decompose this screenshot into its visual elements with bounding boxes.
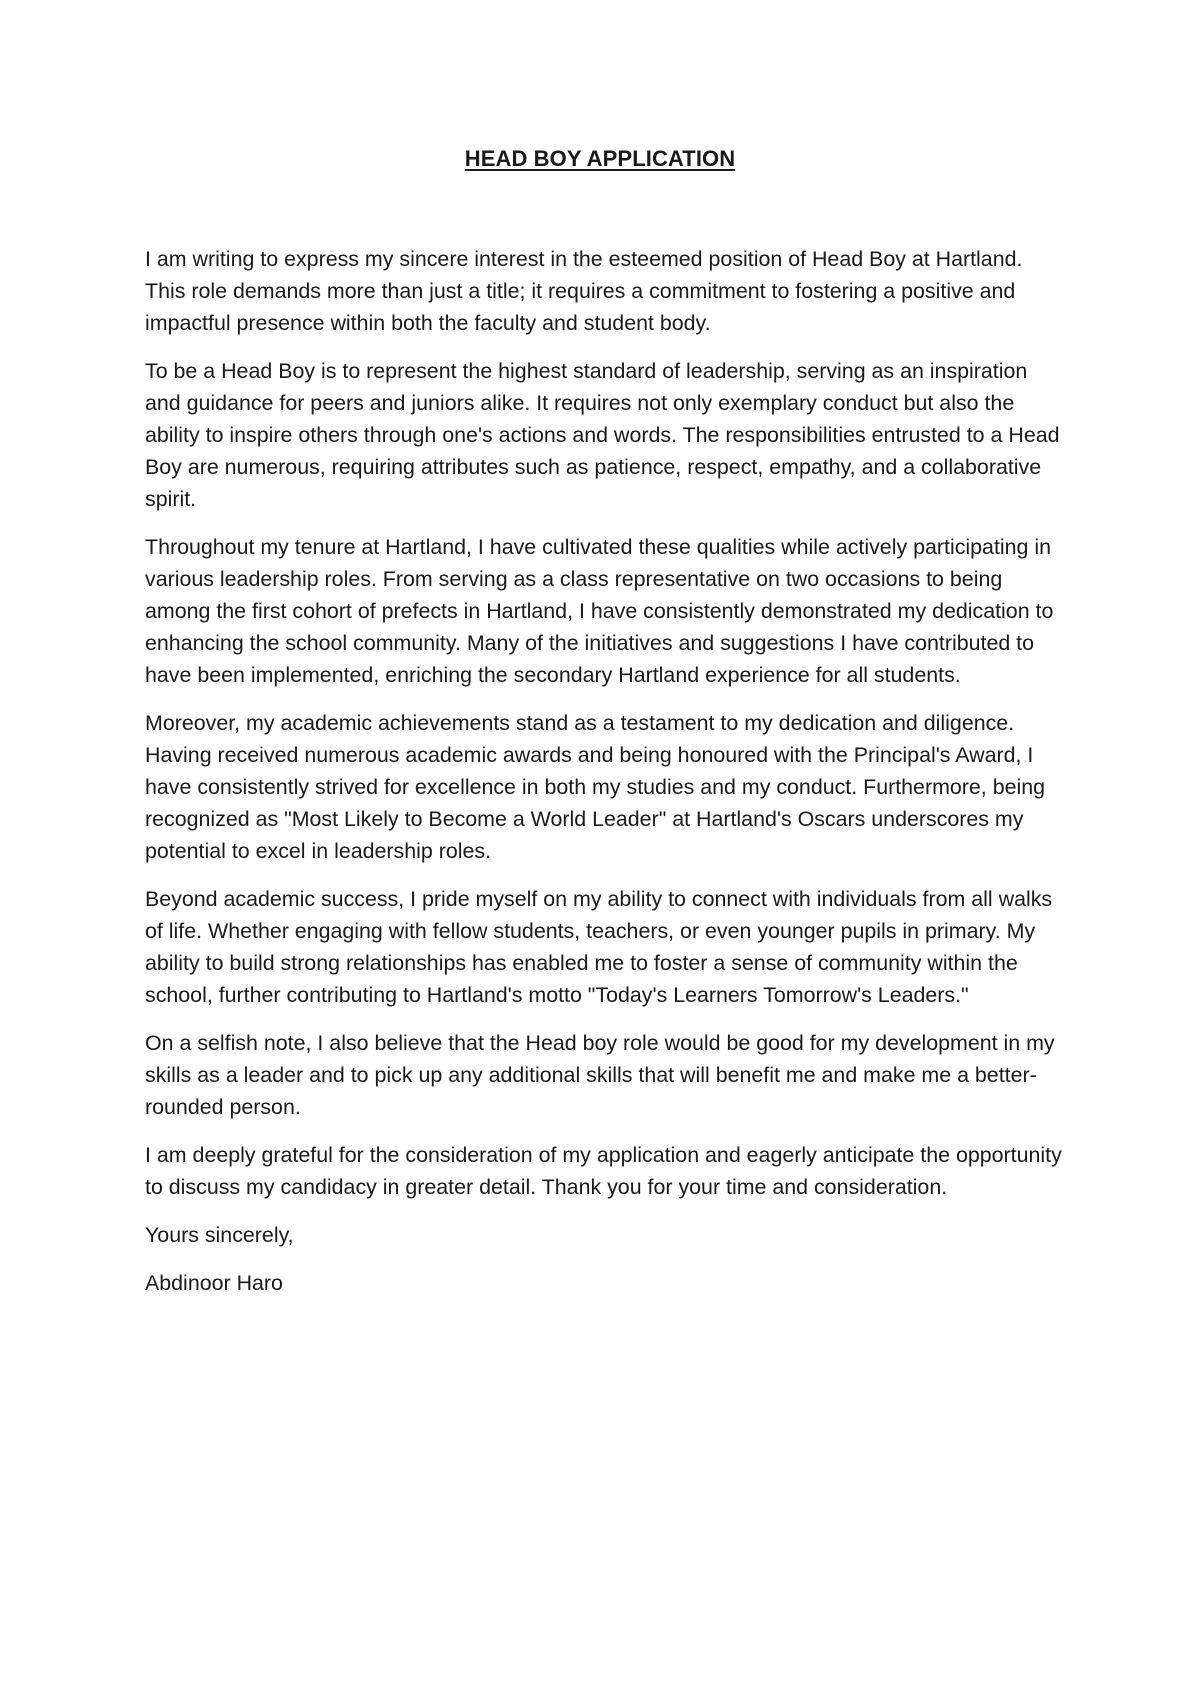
- paragraph-role-description: To be a Head Boy is to represent the highest standard of leadership, serving as an inspiration and guidance for peers and juniors alike. It requires not only exemplary conduct but also the ability to inspire others through one's actions and words. The responsibilities entrusted to a Head Boy are numerous, requiring attributes such as patience, respect, empathy, and a collaborative spirit.: [145, 359, 1060, 511]
- paragraph-gratitude: I am deeply grateful for the consideration of my application and eagerly anticipate the opportunity to discuss my candidacy in greater detail. Thank you for your time and consideration.: [145, 1143, 1062, 1199]
- document-title: HEAD BOY APPLICATION: [464, 146, 736, 171]
- paragraph-personal-development: On a selfish note, I also believe that the Head boy role would be good for my development in my skills as a leader and to pick up any additional skills that will benefit me and make me a better-rounded person.: [145, 1031, 1055, 1119]
- paragraph-leadership-experience: Throughout my tenure at Hartland, I have cultivated these qualities while actively participating in various leadership roles. From serving as a class representative on two occasions to being among the first cohort of prefects in Hartland, I have consistently demonstrated my dedication to enhancing the school community. Many of the initiatives and suggestions I have contributed to have been implemented, enriching the secondary Hartland experience for all students.: [145, 535, 1054, 687]
- paragraph-intro: I am writing to express my sincere interest in the esteemed position of Head Boy at Hartland. This role demands more than just a title; it requires a commitment to fostering a positive and impactful presence within both the faculty and student body.: [145, 247, 1023, 335]
- paragraph-community: Beyond academic success, I pride myself on my ability to connect with individuals from all walks of life. Whether engaging with fellow students, teachers, or even younger pupils in primary. My ability to build strong relationships has enabled me to foster a sense of community within the school, further contributing to Hartland's motto "Today's Learners Tomorrow's Leaders.": [145, 887, 1053, 1007]
- signature-name: Abdinoor Haro: [145, 1271, 283, 1295]
- closing-salutation: Yours sincerely,: [145, 1223, 294, 1247]
- paragraph-academic-achievements: Moreover, my academic achievements stand as a testament to my dedication and diligence. Having received numerous academic awards and being honoured with the Principal's Award, I have consistently strived for excellence in both my studies and my conduct. Furthermore, being recognized as "Most Likely to Become a World Leader" at Hartland's Oscars underscores my potential to excel in leadership roles.: [145, 711, 1046, 863]
- letter-body: [145, 243, 1065, 1315]
